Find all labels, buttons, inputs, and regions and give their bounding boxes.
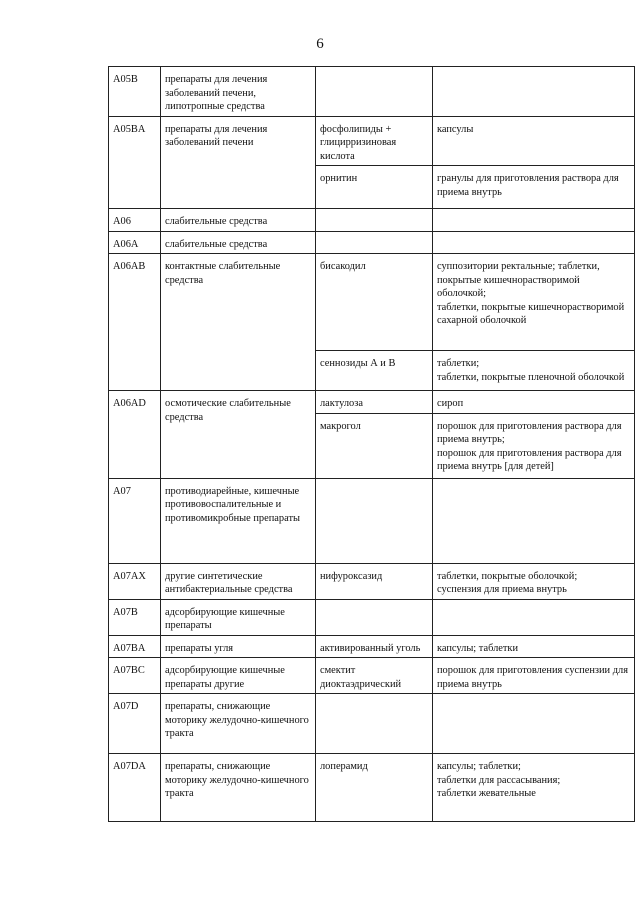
table-row (109, 116, 635, 166)
drug-name-cell: активированный уголь (316, 635, 433, 658)
drug-name-cell (316, 209, 433, 232)
anatomical-group-cell: препараты, снижающие моторику желудочно-кишечного тракта (161, 694, 316, 754)
atc-code-cell: A06AD (109, 391, 161, 479)
dosage-form-cell: капсулы; таблетки; таблетки для рассасывания; таблетки жевательные (433, 754, 635, 822)
table-body (109, 67, 635, 822)
anatomical-group-cell: осмотические слабительные средства (161, 391, 316, 479)
table-row (109, 694, 635, 754)
dosage-form-cell (433, 231, 635, 254)
drug-name-cell: фосфолипиды + глицирризиновая кислота (316, 116, 433, 166)
table-row (109, 563, 635, 599)
table-row (109, 754, 635, 822)
dosage-form-cell (433, 209, 635, 232)
drug-name-cell: лактулоза (316, 391, 433, 414)
dosage-form-cell (433, 67, 635, 117)
drug-name-cell (316, 694, 433, 754)
dosage-form-cell: таблетки, покрытые оболочкой; суспензия для приема внутрь (433, 563, 635, 599)
drug-name-cell (316, 67, 433, 117)
atc-code-cell: A07DA (109, 754, 161, 822)
dosage-form-cell: сироп (433, 391, 635, 414)
drug-name-cell: орнитин (316, 166, 433, 209)
dosage-form-cell: капсулы (433, 116, 635, 166)
atc-code-cell: A07BC (109, 658, 161, 694)
anatomical-group-cell: слабительные средства (161, 209, 316, 232)
anatomical-group-cell: адсорбирующие кишечные препараты другие (161, 658, 316, 694)
atc-code-cell: A05BA (109, 116, 161, 209)
drug-name-cell: лоперамид (316, 754, 433, 822)
table-row (109, 209, 635, 232)
atc-code-cell: A06AB (109, 254, 161, 391)
atc-code-cell: A07D (109, 694, 161, 754)
anatomical-group-cell: препараты, снижающие моторику желудочно-кишечного тракта (161, 754, 316, 822)
drug-name-cell: сеннозиды А и В (316, 351, 433, 391)
dosage-form-cell (433, 599, 635, 635)
drug-name-cell (316, 478, 433, 563)
dosage-form-cell: гранулы для приготовления раствора для приема внутрь (433, 166, 635, 209)
drug-name-cell (316, 231, 433, 254)
drug-name-cell: макрогол (316, 413, 433, 478)
dosage-form-cell (433, 694, 635, 754)
anatomical-group-cell: адсорбирующие кишечные препараты (161, 599, 316, 635)
drug-name-cell (316, 599, 433, 635)
table-row (109, 658, 635, 694)
dosage-form-cell: таблетки; таблетки, покрытые пленочной оболочкой (433, 351, 635, 391)
atc-code-cell: A07BA (109, 635, 161, 658)
atc-code-cell: A06 (109, 209, 161, 232)
atc-code-cell: A06A (109, 231, 161, 254)
table-row (109, 67, 635, 117)
table-row (109, 231, 635, 254)
dosage-form-cell (433, 478, 635, 563)
page-number: 6 (316, 36, 324, 52)
table-row (109, 599, 635, 635)
anatomical-group-cell: контактные слабительные средства (161, 254, 316, 391)
dosage-form-cell: суппозитории ректальные; таблетки, покрытые кишечнорастворимой оболочкой; таблетки, покрытые кишечнорастворимой сахарной оболочкой (433, 254, 635, 351)
anatomical-group-cell: препараты для лечения заболеваний печени, липотропные средства (161, 67, 316, 117)
atc-code-cell: A07AX (109, 563, 161, 599)
atc-code-cell: A05B (109, 67, 161, 117)
drug-name-cell: смектит диоктаэдрический (316, 658, 433, 694)
atc-code-cell: A07 (109, 478, 161, 563)
table-row (109, 391, 635, 414)
drug-name-cell: бисакодил (316, 254, 433, 351)
atc-code-cell: A07B (109, 599, 161, 635)
anatomical-group-cell: препараты для лечения заболеваний печени (161, 116, 316, 209)
anatomical-group-cell: противодиарейные, кишечные противовоспалительные и противомикробные препараты (161, 478, 316, 563)
table-row (109, 635, 635, 658)
drug-table (108, 66, 635, 822)
anatomical-group-cell: другие синтетические антибактериальные средства (161, 563, 316, 599)
anatomical-group-cell: слабительные средства (161, 231, 316, 254)
dosage-form-cell: капсулы; таблетки (433, 635, 635, 658)
table-row (109, 254, 635, 351)
drug-name-cell: нифуроксазид (316, 563, 433, 599)
dosage-form-cell: порошок для приготовления раствора для приема внутрь; порошок для приготовления раствора для приема внутрь [для детей] (433, 413, 635, 478)
table-row (109, 478, 635, 563)
anatomical-group-cell: препараты угля (161, 635, 316, 658)
dosage-form-cell: порошок для приготовления суспензии для приема внутрь (433, 658, 635, 694)
